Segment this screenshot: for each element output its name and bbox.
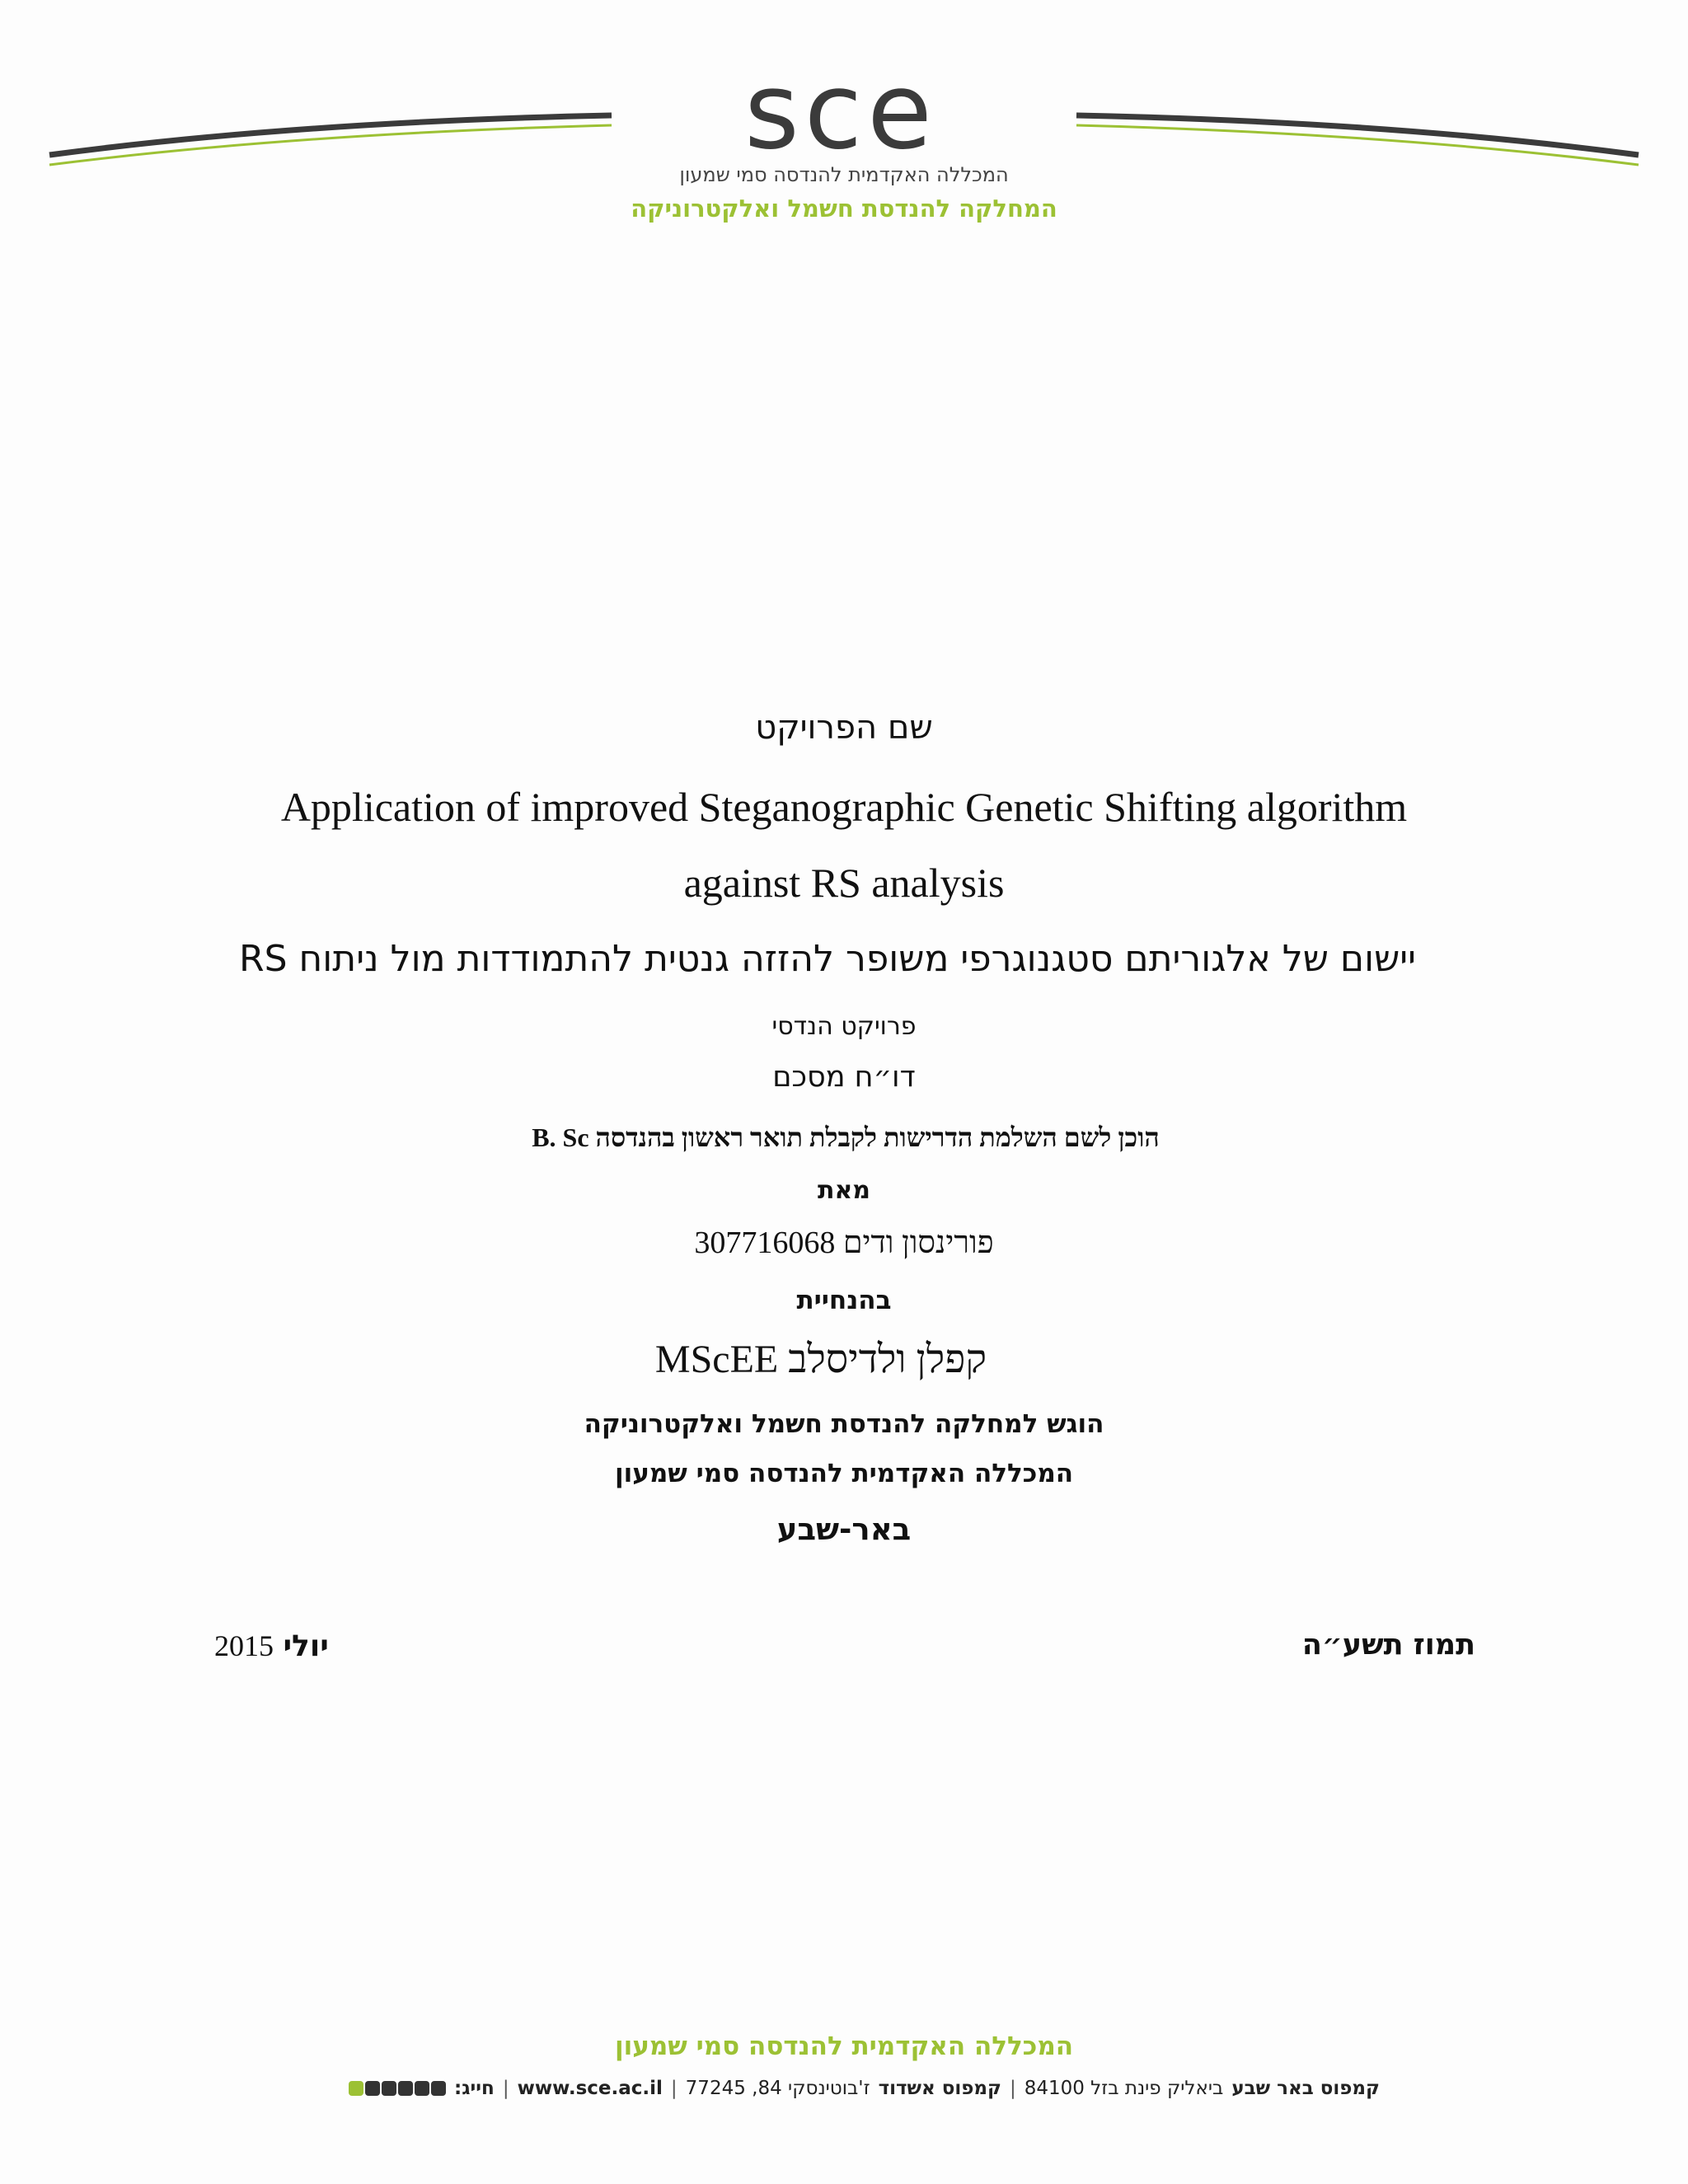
logo-college-name: המכללה האקדמית להנדסה סמי שמעון (679, 163, 1009, 186)
submitted-to-department: הוגש למחלקה להנדסת חשמל ואלקטרוניקה (584, 1409, 1104, 1439)
footer-contact-info (359, 2078, 1380, 2099)
phone-digit-icon (349, 2081, 363, 2096)
dial-label: חייג: (454, 2078, 495, 2099)
separator: | (670, 2078, 678, 2099)
phone-digit-icon (431, 2081, 446, 2096)
sce-logo: sce (744, 50, 937, 173)
title-english-line-2: against RS analysis (683, 860, 1005, 906)
from-label: מאת (817, 1176, 871, 1205)
student-name-id: פורינסון ודים 307716068 (694, 1226, 994, 1260)
project-name-label: שם הפרויקט (755, 709, 933, 747)
footer-college-name: המכללה האקדמית להנדסה סמי שמעון (614, 2032, 1074, 2061)
campus-beersheva-label: קמפוס באר שבע (1231, 2078, 1380, 2099)
separator: | (1009, 2078, 1016, 2099)
project-type: פרויקט הנדסי (771, 1012, 917, 1041)
title-hebrew: יישום של אלגוריתם סטגנוגרפי משופר להזזה גנטית להתמודדות מול ניתוח RS (239, 938, 1416, 980)
campus-beersheva-address: ביאליק פינת בזל 84100 (1024, 2078, 1224, 2099)
left-dark-arc (49, 115, 612, 155)
phone-number-icons (349, 2081, 446, 2096)
phone-digit-icon (382, 2081, 396, 2096)
city-name: באר-שבע (776, 1511, 912, 1547)
report-type: דו״ח מסכם (772, 1061, 916, 1094)
degree-requirement-line: הוכן לשם השלמת הדרישות לקבלת תואר ראשון בהנדסה B. Sc (532, 1122, 1160, 1152)
hebrew-date: תמוז תשע״ה (1301, 1629, 1475, 1661)
phone-digit-icon (365, 2081, 380, 2096)
department-name: המחלקה להנדסת חשמל ואלקטרוניקה (631, 194, 1057, 223)
phone-digit-icon (398, 2081, 413, 2096)
phone-digit-icon (415, 2081, 429, 2096)
website-link[interactable]: www.sce.ac.il (517, 2078, 663, 2099)
gregorian-date (214, 1629, 329, 1663)
college-name: המכללה האקדמית להנדסה סמי שמעון (614, 1459, 1074, 1488)
supervision-label: בהנחיית (796, 1286, 892, 1315)
title-english-line-1: Application of improved Steganographic Genetic Shifting algorithm (280, 784, 1408, 830)
right-dark-arc (1076, 115, 1639, 155)
campus-ashdod-address: ז'בוטינסקי 84, 77245 (685, 2078, 870, 2099)
supervisor-name: קפלן ולדיסלב MScEE (654, 1338, 987, 1381)
date-year: 2015 (214, 1629, 274, 1662)
date-month: יולי (283, 1629, 329, 1663)
separator: | (502, 2078, 509, 2099)
campus-ashdod-label: קמפוס אשדוד (878, 2078, 1001, 2099)
